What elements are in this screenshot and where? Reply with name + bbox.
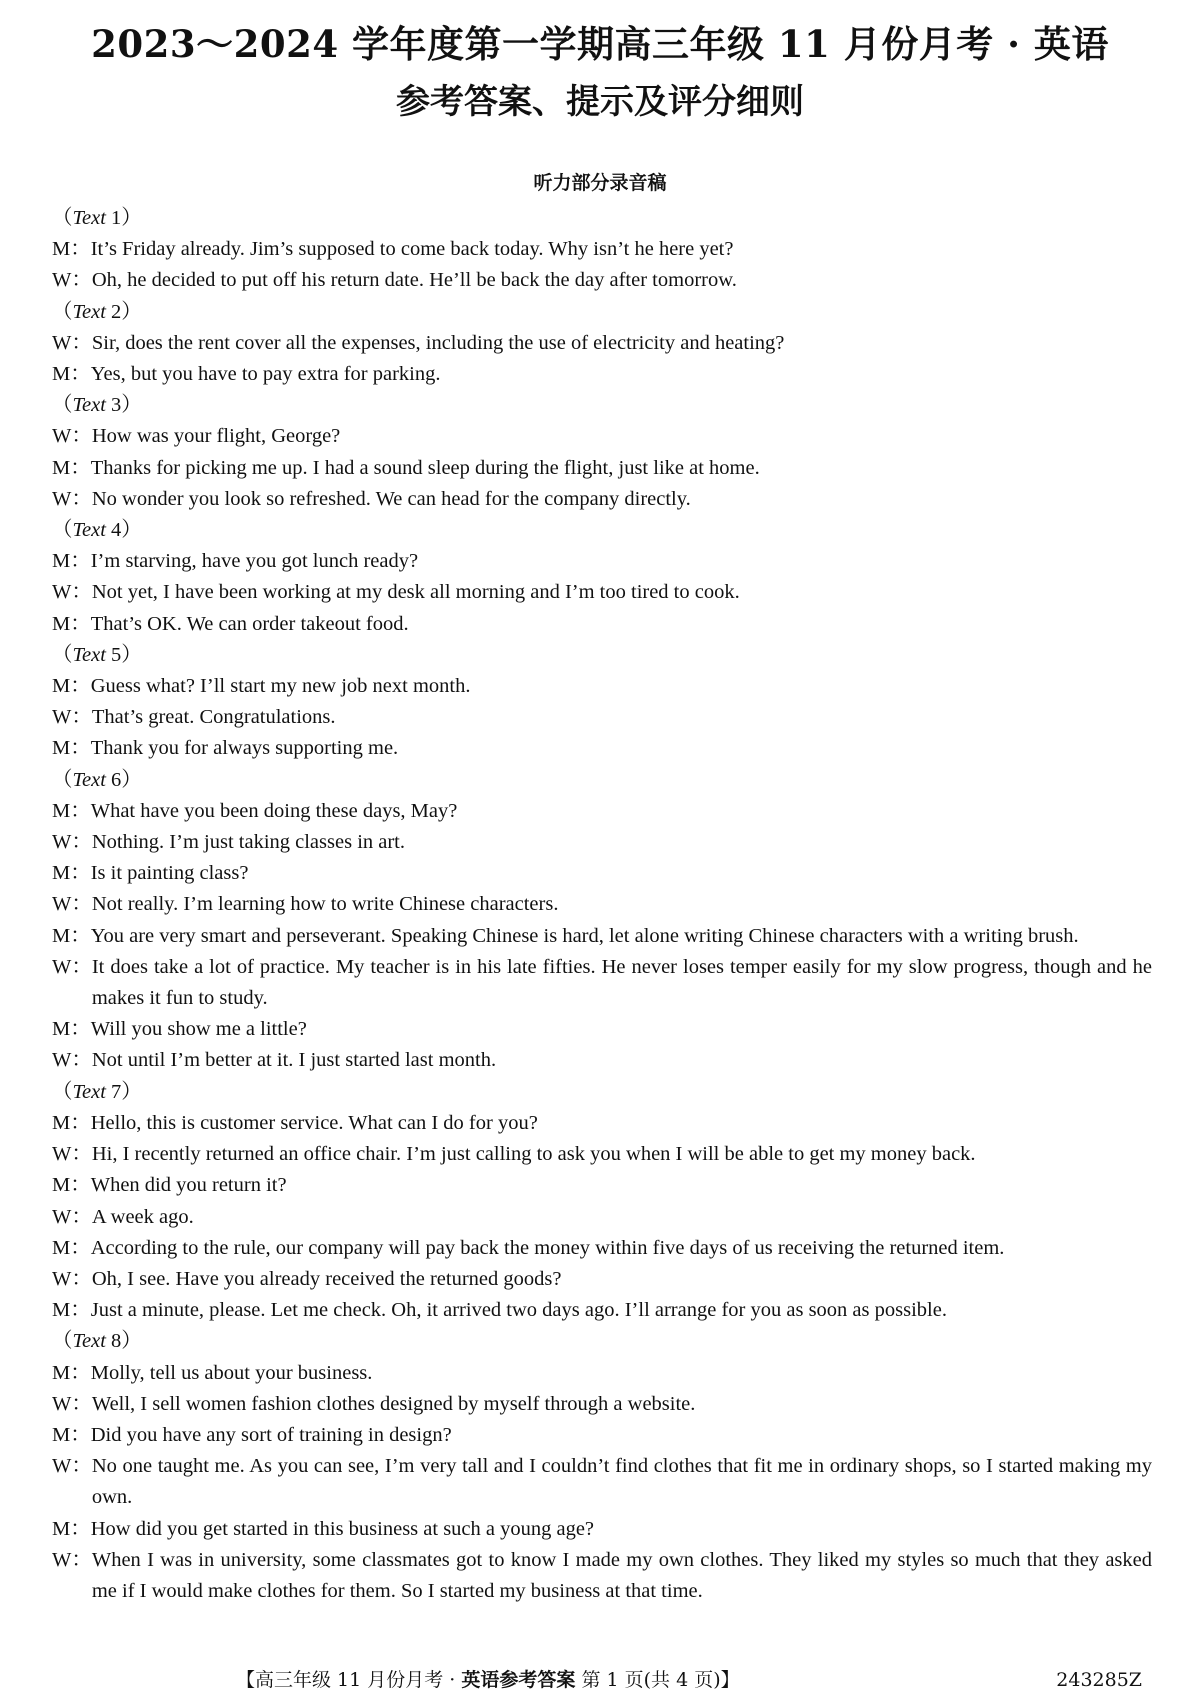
dialogue-text: Molly, tell us about your business. [90,1361,373,1384]
dialogue-line [52,1514,1152,1545]
dialogue-text: Yes, but you have to pay extra for parking. [90,363,441,386]
dialogue-line [52,1451,1152,1513]
text-label [52,1077,1152,1108]
dialogue-text: You are very smart and perseverant. Speaking Chinese is hard, let alone writing Chinese characters with a writing brush. [90,924,1079,947]
dialogue-line [52,609,1152,640]
dialogue-line [52,827,1152,858]
text-label-number: 5） [105,643,142,666]
text-label-word: Text [72,394,106,417]
text-label [52,1326,1152,1357]
dialogue-line [52,1295,1152,1326]
speaker-tag: W： [52,893,92,916]
dialogue-line [52,1233,1152,1264]
dialogue-text: When I was in university, some classmates got to know I made my own clothes. They liked my styles so much that they asked me if I would make clothes for them. So I started my business at that time. [91,1548,1152,1602]
dialogue-text: Guess what? I’ll start my new job next month. [90,675,471,698]
text-label-number: 2） [105,300,142,323]
dialogue-text: Sir, does the rent cover all the expenses, including the use of electricity and heating? [91,331,785,354]
dialogue-line [52,1389,1152,1420]
dialogue-text: Hello, this is customer service. What can I do for you? [90,1111,538,1134]
dialogue-line [52,359,1152,390]
speaker-tag: W： [52,1143,92,1166]
dialogue-line [52,702,1152,733]
text-label [52,390,1152,421]
dialogue-text: I’m starving, have you got lunch ready? [90,550,419,573]
text-label-word: Text [72,768,106,791]
text-label-open: （ [52,1080,73,1103]
dialogue-text: When did you return it? [90,1174,287,1197]
dialogue-line [52,889,1152,920]
document-title: 2023～2024 学年度第一学期高三年级 11 月份月考 · 英语 [91,22,1109,66]
speaker-tag: W： [52,1392,92,1415]
dialogue-line [52,546,1152,577]
speaker-tag: W： [52,487,92,510]
text-label-number: 4） [105,519,142,542]
speaker-tag: W： [52,1267,92,1290]
dialogue-line [52,1108,1152,1139]
dialogue-text: It’s Friday already. Jim’s supposed to come back today. Why isn’t he here yet? [90,238,734,261]
speaker-tag: W： [52,706,92,729]
dialogue-line [52,1545,1152,1607]
dialogue-line [52,1170,1152,1201]
dialogue-text: Oh, I see. Have you already received the returned goods? [91,1267,562,1290]
text-label-number: 3） [105,394,142,417]
dialogue-text: That’s OK. We can order takeout food. [90,612,409,635]
footer-code: 243285Z [1056,1669,1142,1691]
speaker-tag: W： [52,581,92,604]
dialogue-text: According to the rule, our company will pay back the money within five days of us receiving the returned item. [90,1236,1005,1259]
text-label [52,203,1152,234]
dialogue-line [52,453,1152,484]
speaker-tag: M： [52,799,91,822]
text-label-open: （ [52,300,73,323]
speaker-tag: M： [52,1174,91,1197]
text-label-word: Text [72,643,106,666]
speaker-tag: M： [52,238,91,261]
text-label-open: （ [52,519,73,542]
dialogue-text: Not yet, I have been working at my desk all morning and I’m too tired to cook. [91,581,740,604]
speaker-tag: W： [52,955,92,978]
dialogue-line [52,921,1152,952]
speaker-tag: W： [52,1455,92,1478]
speaker-tag: M： [52,924,91,947]
text-label-open: （ [52,207,73,229]
speaker-tag: M： [52,612,91,635]
dialogue-text: That’s great. Congratulations. [91,706,336,729]
page-footer [0,1665,1200,1695]
dialogue-text: Nothing. I’m just taking classes in art. [91,831,406,854]
dialogue-line [52,1420,1152,1451]
dialogue-text: Thanks for picking me up. I had a sound sleep during the flight, just like at home. [90,456,760,479]
dialogue-text: Thank you for always supporting me. [90,737,399,760]
text-label-number: 7） [105,1080,142,1103]
dialogue-text: It does take a lot of practice. My teacher is in his late fifties. He never loses temper easily for my slow progress, though and he makes it fun to study. [91,955,1152,1010]
speaker-tag: W： [52,831,92,854]
dialogue-line [52,1264,1152,1295]
speaker-tag: M： [52,1018,91,1041]
text-label-word: Text [72,1330,106,1353]
text-label-open: （ [52,643,73,666]
speaker-tag: M： [52,550,91,573]
footer-answer-label: 英语参考答案 [461,1669,576,1691]
dialogue-line [52,1014,1152,1045]
dialogue-line [52,1202,1152,1233]
dialogue-line [52,1358,1152,1389]
dialogue-text: No wonder you look so refreshed. We can head for the company directly. [91,487,691,510]
dialogue-text: Not really. I’m learning how to write Chinese characters. [91,893,559,916]
dialogue-text: Is it painting class? [90,862,249,885]
speaker-tag: M： [52,1361,91,1384]
text-label [52,515,1152,546]
dialogue-text: How was your flight, George? [91,425,341,448]
footer-bracket-close: 】 [720,1669,740,1691]
speaker-tag: M： [52,1111,91,1134]
dialogue-text: How did you get started in this business at such a young age? [90,1517,595,1540]
dialogue-text: A week ago. [91,1205,194,1228]
text-label [52,765,1152,796]
speaker-tag: M： [52,737,91,760]
text-label [52,640,1152,671]
dialogue-text: Hi, I recently returned an office chair. I’m just calling to ask you when I will be able to get my money back. [91,1143,976,1166]
text-label-open: （ [52,1330,73,1353]
dialogue-line [52,484,1152,515]
dialogue-line [52,265,1152,296]
speaker-tag: W： [52,269,92,292]
dialogue-line [52,328,1152,359]
speaker-tag: M： [52,675,91,698]
speaker-tag: M： [52,862,91,885]
footer-caption [236,1665,740,1695]
dialogue-text: Just a minute, please. Let me check. Oh, it arrived two days ago. I’ll arrange for you as soon as possible. [90,1299,947,1322]
speaker-tag: W： [52,425,92,448]
dialogue-text: Well, I sell women fashion clothes designed by myself through a website. [91,1392,696,1415]
footer-bracket-open: 【 [236,1669,256,1691]
text-label-word: Text [72,519,106,542]
speaker-tag: M： [52,1236,91,1259]
dialogue-text: What have you been doing these days, May? [90,799,458,822]
section-heading: 听力部分录音稿 [533,172,667,194]
text-label-word: Text [72,207,106,229]
dialogue-text: Oh, he decided to put off his return date. He’ll be back the day after tomorrow. [91,269,737,292]
dialogue-line [52,952,1152,1014]
text-label-number: 8） [105,1330,142,1353]
speaker-tag: M： [52,1423,91,1446]
dialogue-text: Did you have any sort of training in design? [90,1423,452,1446]
text-label [52,297,1152,328]
text-label-open: （ [52,768,73,791]
document-subtitle: 参考答案、提示及评分细则 [396,82,804,122]
speaker-tag: W： [52,331,92,354]
footer-grade: 高三年级 11 月份月考 · [255,1669,462,1691]
speaker-tag: W： [52,1548,92,1571]
dialogue-line [52,858,1152,889]
dialogue-line [52,577,1152,608]
dialogue-line [52,421,1152,452]
text-label-number: 6） [105,768,142,791]
dialogue-text: Will you show me a little? [90,1018,307,1041]
dialogue-line [52,733,1152,764]
speaker-tag: M： [52,1517,91,1540]
dialogue-text: Not until I’m better at it. I just started last month. [91,1049,497,1072]
speaker-tag: M： [52,1299,91,1322]
text-label-number: 1） [105,207,142,229]
listening-transcript [52,203,1152,1607]
dialogue-line [52,796,1152,827]
text-label-word: Text [72,300,106,323]
dialogue-line [52,1139,1152,1170]
dialogue-line [52,671,1152,702]
speaker-tag: W： [52,1049,92,1072]
speaker-tag: M： [52,456,91,479]
dialogue-line [52,234,1152,265]
dialogue-line [52,1045,1152,1076]
text-label-word: Text [72,1080,106,1103]
speaker-tag: M： [52,363,91,386]
footer-page-number: 第 1 页(共 4 页) [575,1669,721,1691]
text-label-open: （ [52,394,73,417]
speaker-tag: W： [52,1205,92,1228]
dialogue-text: No one taught me. As you can see, I’m very tall and I couldn’t find clothes that fit me in ordinary shops, so I started making my own. [91,1455,1152,1509]
